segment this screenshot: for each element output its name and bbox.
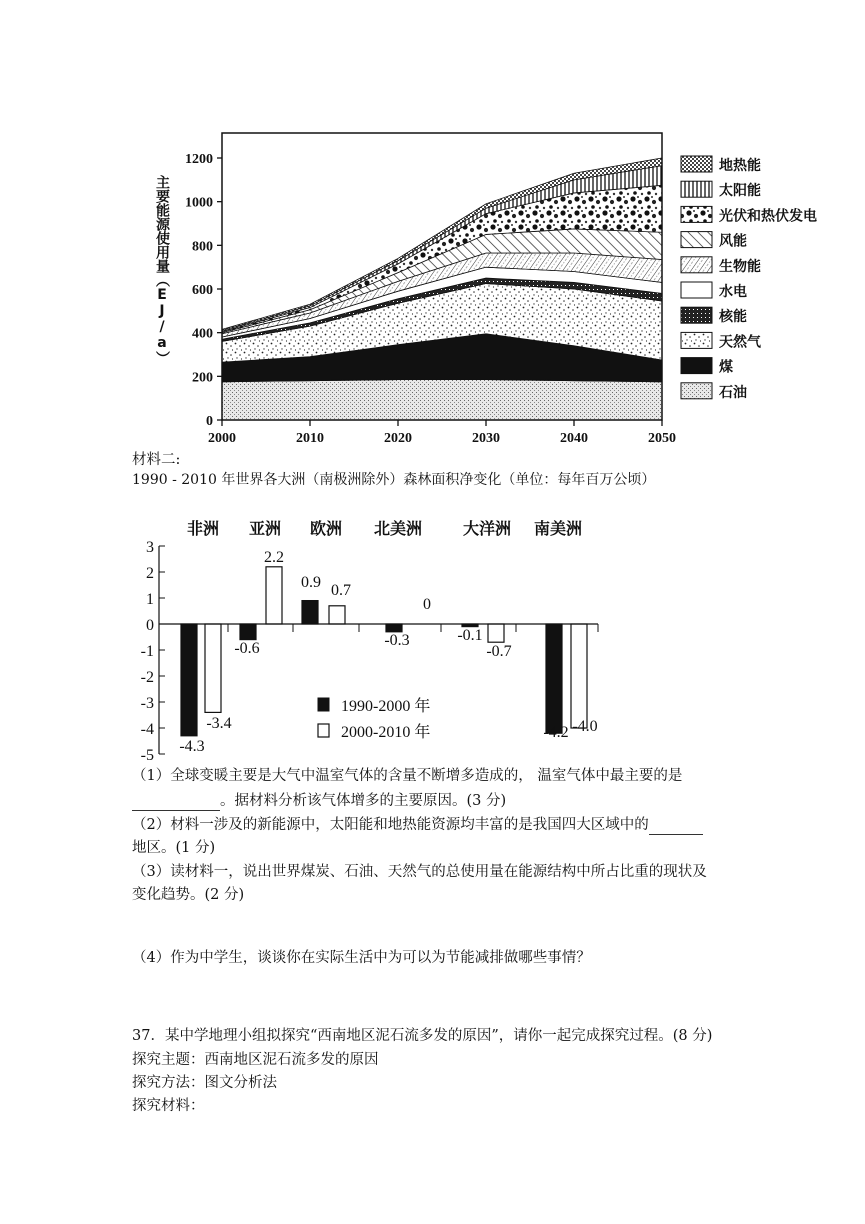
energy-y-tick-label: 400 [192, 326, 213, 342]
forest-data-label-1990-2000: 0.9 [301, 574, 321, 591]
forest-category-label: 欧洲 [309, 519, 343, 538]
forest-legend-swatch-1990-2000 [318, 698, 329, 711]
forest-legend-label-1990-2000: 1990-2000 年 [341, 698, 431, 715]
forest-y-tick-label: 0 [146, 617, 154, 634]
energy-legend [681, 156, 817, 401]
energy-y-tick-label: 1000 [185, 195, 213, 211]
forest-y-tick-label: 3 [146, 539, 154, 556]
forest-bar-2000-2010 [571, 624, 587, 728]
forest-y-tick-label: -5 [140, 747, 154, 764]
forest-data-label-2000-2010: 2.2 [264, 549, 284, 566]
forest-bar-2000-2010 [488, 624, 504, 642]
forest-category-label: 南美洲 [533, 519, 583, 538]
forest-chart-svg [130, 505, 610, 765]
energy-y-tick-label: 600 [192, 283, 213, 298]
forest-legend-label-2000-2010: 2000-2010 年 [341, 724, 431, 741]
energy-x-tick-label: 2050 [648, 431, 676, 446]
forest-bar-1990-2000 [386, 624, 402, 632]
forest-data-label-2000-2010: -3.4 [206, 715, 232, 732]
energy-x-tick-label: 2010 [296, 431, 324, 446]
energy-legend-swatch [681, 181, 712, 197]
energy-legend-label: 地热能 [719, 158, 761, 174]
forest-bar-2000-2010 [266, 567, 282, 624]
question-3-line-1: （3）读材料一，说出世界煤炭、石油、天然气的总使用量在能源结构中所占比重的现状及 [132, 864, 707, 880]
energy-chart [150, 130, 850, 450]
energy-legend-label: 水电 [719, 284, 747, 300]
answer-space-4[interactable] [132, 972, 732, 1022]
energy-legend-swatch [681, 307, 712, 323]
energy-legend-swatch [681, 232, 712, 248]
forest-legend [318, 696, 430, 741]
forest-y-tick-label: -1 [140, 643, 154, 660]
answer-space-3[interactable] [132, 910, 732, 944]
forest-data-label-1990-2000: -4.2 [543, 724, 569, 741]
energy-legend-label: 光伏和热伏发电 [719, 208, 817, 225]
energy-legend-label: 煤 [719, 359, 733, 376]
material-two-label: 材料二: [132, 452, 181, 468]
forest-y-tick-label: -3 [140, 695, 154, 712]
energy-y-tick-label: 800 [192, 239, 213, 255]
question-1-line-2-text: 。据材料分析该气体增多的主要原因。(3 分) [220, 793, 507, 809]
forest-category-label: 北美洲 [373, 519, 423, 538]
energy-x-tick-label: 2020 [384, 431, 412, 446]
q37-method: 探究方法：图文分析法 [132, 1075, 277, 1091]
energy-legend-swatch [681, 332, 712, 348]
question-2-line-2: 地区。(1 分) [132, 840, 216, 856]
question-2-line-1 [132, 815, 703, 835]
forest-bar-1990-2000 [240, 624, 256, 640]
question-2-line-1-text: （2）材料一涉及的新能源中，太阳能和地热能资源均丰富的是我国四大区域中的 [132, 817, 649, 833]
answer-blank-2[interactable] [649, 818, 703, 835]
energy-y-tick-label: 1200 [185, 152, 213, 167]
energy-legend-swatch [681, 156, 712, 172]
forest-data-label-1990-2000: -0.1 [457, 627, 483, 644]
forest-bar-1990-2000 [181, 624, 197, 736]
energy-legend-swatch [681, 358, 712, 374]
energy-y-tick-label: 200 [192, 370, 213, 386]
forest-chart [130, 505, 610, 765]
forest-bar-1990-2000 [546, 624, 562, 733]
energy-area-1 [222, 380, 662, 420]
energy-y-tick-label: 0 [206, 414, 213, 429]
forest-bar-1990-2000 [302, 601, 318, 624]
forest-data-label-2000-2010: -4.0 [572, 718, 598, 735]
forest-y-tick-label: -4 [140, 721, 154, 738]
forest-bar-2000-2010 [205, 624, 221, 712]
energy-area-layer [222, 158, 662, 420]
forest-data-label-1990-2000: -0.3 [384, 632, 410, 649]
forest-category-label: 亚洲 [248, 519, 282, 538]
energy-legend-swatch [681, 257, 712, 273]
forest-bar-2000-2010 [329, 606, 345, 624]
forest-chart-title: 1990 - 2010 年世界各大洲（南极洲除外）森林面积净变化（单位：每年百万公顷） [132, 472, 656, 488]
forest-legend-swatch-2000-2010 [318, 724, 329, 737]
energy-legend-label: 核能 [719, 309, 747, 326]
energy-legend-label: 生物能 [719, 258, 761, 275]
energy-legend-swatch [681, 206, 712, 222]
energy-legend-label: 风能 [719, 233, 747, 250]
answer-blank-1[interactable] [132, 794, 220, 811]
forest-data-label-1990-2000: -4.3 [179, 738, 205, 755]
forest-category-label: 大洋洲 [462, 519, 512, 538]
question-3-line-2: 变化趋势。(2 分) [132, 887, 245, 903]
energy-legend-label: 石油 [719, 384, 747, 401]
q37-materials: 探究材料： [132, 1098, 205, 1114]
energy-x-tick-label: 2040 [560, 431, 588, 446]
energy-x-tick-label: 2030 [472, 431, 500, 446]
energy-legend-label: 天然气 [719, 334, 761, 351]
energy-legend-swatch [681, 383, 712, 399]
energy-ylabel: 主要能源使用量（EJ/a） [154, 175, 170, 365]
question-1-line-2 [132, 791, 506, 811]
q37-intro: 37．某中学地理小组拟探究“西南地区泥石流多发的原因”，请你一起完成探究过程。(8 分) [132, 1028, 713, 1044]
question-4: （4）作为中学生，谈谈你在实际生活中为可以为节能减排做哪些事情？ [132, 950, 591, 966]
forest-y-tick-label: 1 [146, 591, 154, 608]
energy-legend-label: 太阳能 [719, 183, 761, 200]
forest-data-label-2000-2010: 0 [423, 596, 431, 613]
forest-data-label-1990-2000: -0.6 [234, 640, 260, 657]
energy-legend-swatch [681, 282, 712, 298]
energy-x-tick-label: 2000 [208, 431, 236, 446]
forest-data-label-2000-2010: -0.7 [486, 643, 512, 660]
forest-y-tick-label: -2 [140, 669, 154, 686]
energy-chart-svg [150, 130, 850, 450]
forest-y-tick-label: 2 [146, 565, 154, 582]
forest-category-label: 非洲 [186, 519, 220, 538]
forest-data-label-2000-2010: 0.7 [331, 582, 351, 599]
question-1-line-1: （1）全球变暖主要是大气中温室气体的含量不断增多造成的， 温室气体中最主要的是 [132, 768, 683, 784]
q37-topic: 探究主题：西南地区泥石流多发的原因 [132, 1052, 379, 1068]
